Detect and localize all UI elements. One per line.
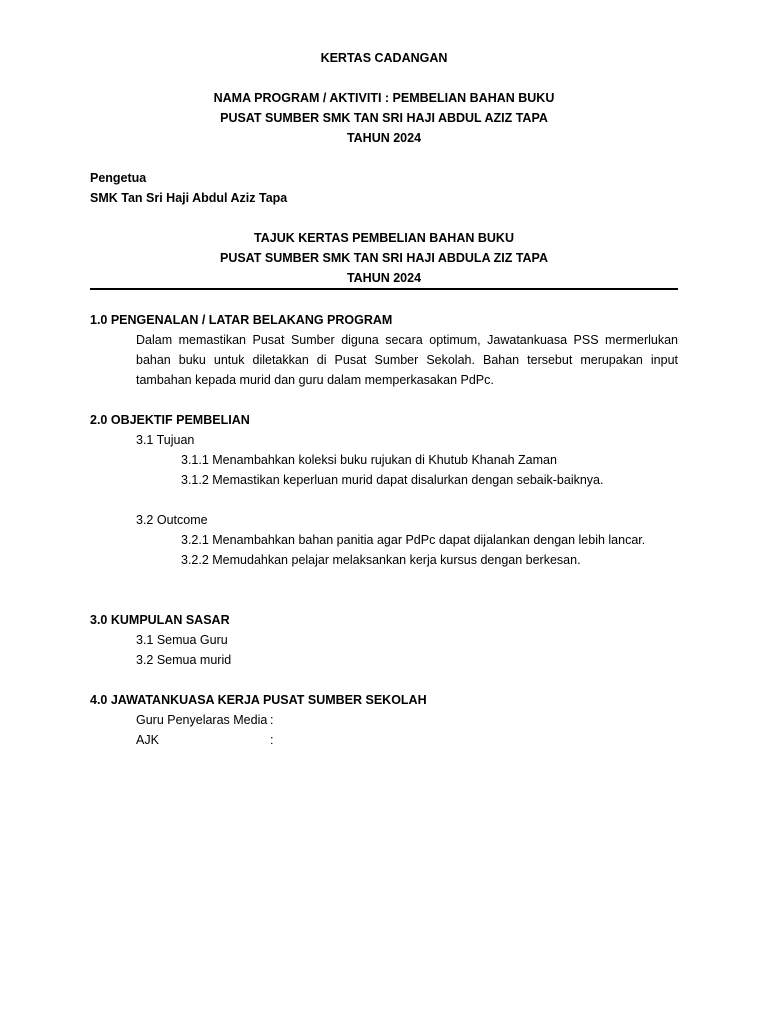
committee-label: AJK bbox=[136, 733, 159, 747]
program-name: NAMA PROGRAM / AKTIVITI : PEMBELIAN BAHAN BUKU bbox=[213, 91, 555, 105]
list-item: 3.1.1 Menambahkan koleksi buku rujukan di Khutub Khanah Zaman bbox=[181, 453, 557, 467]
school-name: PUSAT SUMBER SMK TAN SRI HAJI ABDUL AZIZ TAPA bbox=[220, 111, 548, 125]
subsection-tujuan: 3.1 Tujuan bbox=[136, 433, 195, 447]
committee-separator: : bbox=[270, 713, 274, 727]
committee-row bbox=[90, 710, 678, 730]
section-2-heading: 2.0 OBJEKTIF PEMBELIAN bbox=[90, 413, 250, 427]
list-item: 3.2.2 Memudahkan pelajar melaksankan kerja kursus dengan berkesan. bbox=[181, 553, 581, 567]
document-page bbox=[90, 48, 678, 750]
list-item: 3.1.2 Memastikan keperluan murid dapat disalurkan dengan sebaik-baiknya. bbox=[181, 473, 604, 487]
addressee-school: SMK Tan Sri Haji Abdul Aziz Tapa bbox=[90, 191, 288, 205]
list-item: 3.2.1 Menambahkan bahan panitia agar PdPc dapat dijalankan dengan lebih lancar. bbox=[181, 533, 646, 547]
subject-school: PUSAT SUMBER SMK TAN SRI HAJI ABDULA ZIZ TAPA bbox=[219, 251, 548, 265]
addressee-role: Pengetua bbox=[90, 171, 147, 185]
section-3-heading: 3.0 KUMPULAN SASAR bbox=[90, 613, 230, 627]
list-item: 3.2 Semua murid bbox=[136, 653, 232, 667]
subject-title: TAJUK KERTAS PEMBELIAN BAHAN BUKU bbox=[254, 231, 514, 245]
section-4-heading: 4.0 JAWATANKUASA KERJA PUSAT SUMBER SEKOLAH bbox=[90, 693, 427, 707]
subsection-outcome: 3.2 Outcome bbox=[136, 513, 208, 527]
section-1-paragraph: Dalam memastikan Pusat Sumber diguna secara optimum, Jawatankuasa PSS mermerlukan bahan buku untuk diletakkan di Pusat Sumber Sekolah. Bahan tersebut merupakan input tambahan kepada murid dan guru dalam memperkasakan PdPc. bbox=[136, 333, 678, 387]
year: TAHUN 2024 bbox=[346, 131, 422, 145]
committee-separator: : bbox=[270, 733, 274, 747]
committee-row bbox=[90, 730, 678, 750]
subject-year: TAHUN 2024 bbox=[346, 271, 422, 285]
document-title: KERTAS CADANGAN bbox=[320, 51, 448, 65]
committee-label: Guru Penyelaras Media bbox=[136, 713, 268, 727]
list-item: 3.1 Semua Guru bbox=[136, 633, 228, 647]
section-1-heading: 1.0 PENGENALAN / LATAR BELAKANG PROGRAM bbox=[90, 313, 393, 327]
